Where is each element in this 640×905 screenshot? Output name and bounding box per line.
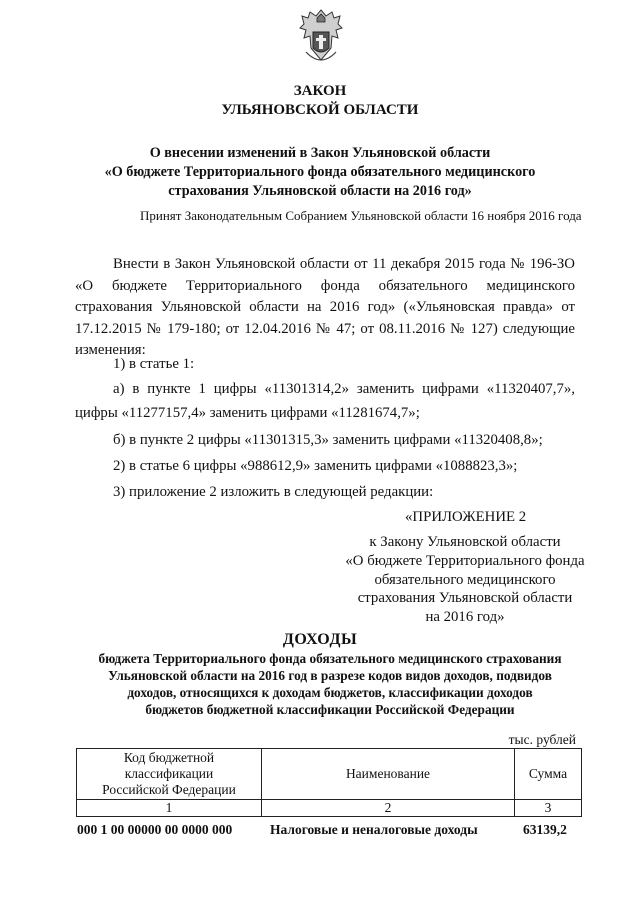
law-title-line: «О бюджете Территориального фонда обязательного медицинского <box>104 164 536 180</box>
list-item: а) в пункте 1 цифры «11301314,2» заменить цифрами «11320407,7», <box>113 381 575 397</box>
list-item: б) в пункте 2 цифры «11301315,3» заменить цифрами «11320408,8»; <box>113 432 543 448</box>
row-code: 000 1 00 00000 00 0000 000 <box>77 822 233 837</box>
income-subtitle-line: бюджета Территориального фонда обязательного медицинского страхования <box>98 651 562 666</box>
list-item: цифры «11277157,4» заменить цифрами «11281674,7»; <box>75 405 420 421</box>
list-item: 2) в статье 6 цифры «988612,9» заменить цифрами «1088823,3»; <box>113 458 518 474</box>
appendix-line: «О бюджете Территориального фонда <box>345 552 585 569</box>
appendix-line: на 2016 год» <box>425 609 505 626</box>
law-title-line: О внесении изменений в Закон Ульяновской области <box>149 145 491 161</box>
header-sum: Сумма <box>515 749 582 800</box>
unit-label: тыс. рублей <box>508 732 576 747</box>
coat-of-arms-icon <box>296 8 346 70</box>
income-table <box>76 748 582 817</box>
row-name: Налоговые и неналоговые доходы <box>270 822 478 837</box>
list-item: 1) в статье 1: <box>113 356 195 372</box>
list-item: 3) приложение 2 изложить в следующей редакции: <box>113 484 434 500</box>
row-sum: 63139,2 <box>523 822 567 837</box>
appendix-line: обязательного медицинского <box>374 571 556 588</box>
header-code-line: Код бюджетной <box>123 750 215 765</box>
law-title-line: страхования Ульяновской области на 2016 год» <box>168 183 472 199</box>
header-code-line: классификации <box>124 766 214 781</box>
region-heading: УЛЬЯНОВСКОЙ ОБЛАСТИ <box>221 102 419 118</box>
appendix-line: страхования Ульяновской области <box>357 590 573 607</box>
adoption-note: Принят Законодательным Собранием Ульяновской области 16 ноября 2016 года <box>140 208 582 223</box>
column-number: 3 <box>515 800 582 817</box>
law-title <box>0 144 640 201</box>
law-heading: ЗАКОН <box>293 83 347 99</box>
income-subtitle <box>60 650 600 718</box>
column-number: 1 <box>77 800 262 817</box>
appendix-reference <box>330 533 600 627</box>
appendix-line: к Закону Ульяновской области <box>369 534 561 550</box>
income-subtitle-line: Ульяновской области на 2016 год в разрезе кодов видов доходов, подвидов <box>108 668 552 683</box>
table-header-row <box>77 749 582 800</box>
intro-paragraph: Внести в Закон Ульяновской области от 11 декабря 2015 года № 196-ЗО «О бюджете Территориального фонда обязательного медицинского страхования Ульяновской области на 2016 год» («Ульяновская правда» от 17.12.2015 № 179-180; от 12.04.2016 № 47; от 08.11.2016 № 127) следующие изменения: <box>75 256 575 359</box>
income-title: ДОХОДЫ <box>282 631 358 648</box>
income-subtitle-line: доходов, относящихся к доходам бюджетов, классификации доходов <box>127 685 533 700</box>
table-number-row <box>77 800 582 817</box>
income-subtitle-line: бюджетов бюджетной классификации Российской Федерации <box>145 702 515 717</box>
header-code <box>77 749 262 800</box>
header-name: Наименование <box>262 749 515 800</box>
header-code-line: Российской Федерации <box>102 782 236 797</box>
column-number: 2 <box>262 800 515 817</box>
appendix-title: «ПРИЛОЖЕНИЕ 2 <box>405 509 527 525</box>
